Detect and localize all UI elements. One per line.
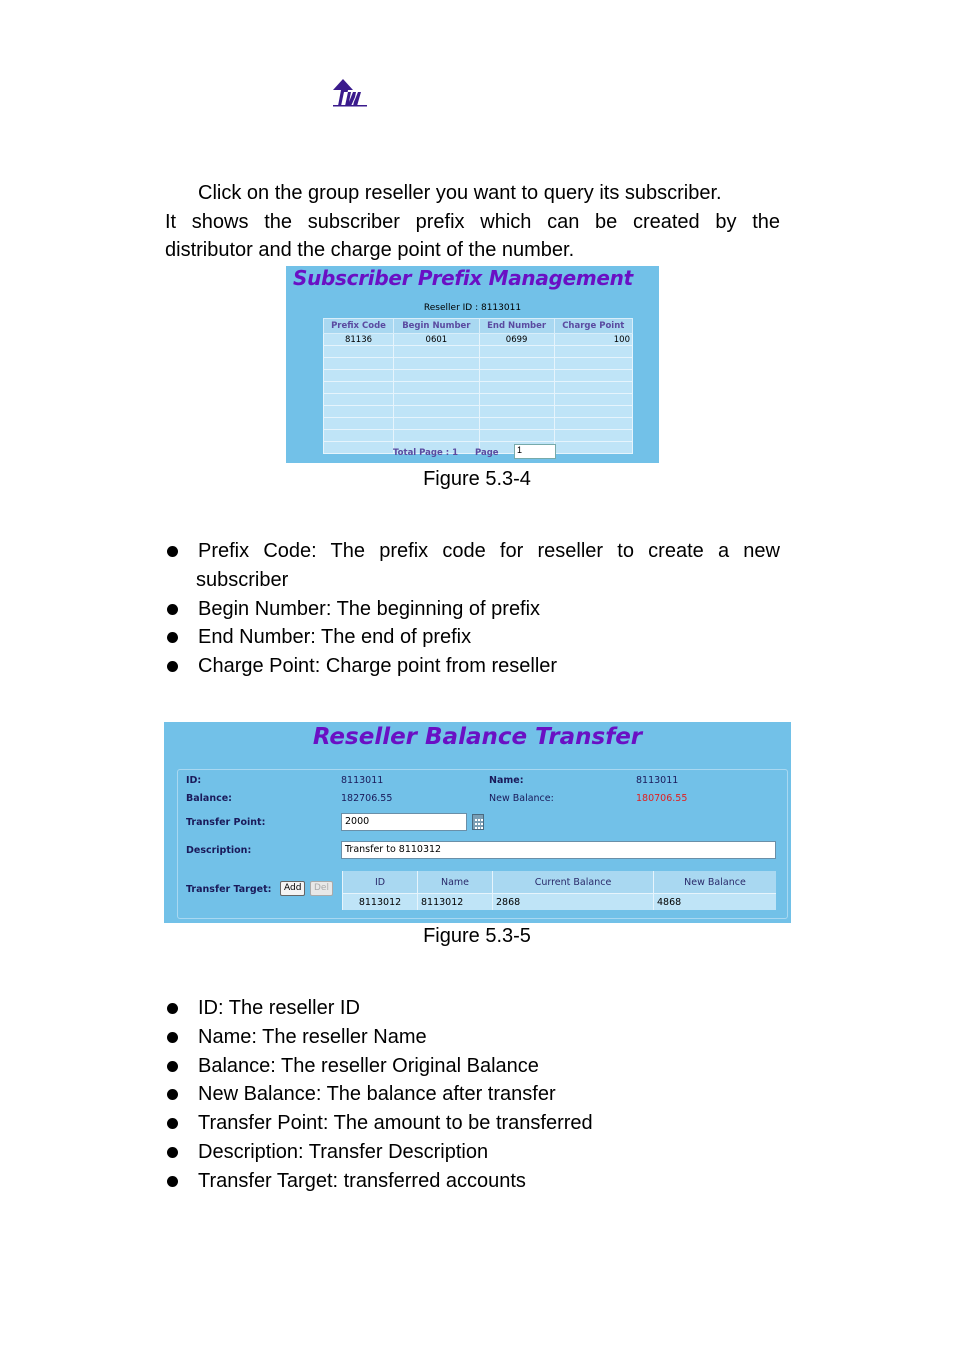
bullet-icon <box>167 661 178 672</box>
list-item-text: Balance: The reseller Original Balance <box>198 1054 539 1077</box>
list-item-text: Transfer Point: The amount to be transferred <box>198 1112 593 1135</box>
list-item-text: Transfer Target: transferred accounts <box>198 1169 526 1192</box>
transfer-target-table <box>342 871 776 910</box>
del-button[interactable]: Del <box>310 881 333 896</box>
list-item-text: Prefix Code: The prefix code for reseller to create a new <box>198 540 780 562</box>
list-item <box>165 1138 780 1167</box>
list-item-text: Charge Point: Charge point from reseller <box>198 655 558 678</box>
list-item-text: ID: The reseller ID <box>198 997 360 1019</box>
bullet-icon <box>167 632 178 643</box>
bullet-icon <box>167 1147 178 1158</box>
col-end-number[interactable]: End Number <box>479 319 554 334</box>
bullet-icon <box>167 1061 178 1072</box>
table-row[interactable] <box>324 334 633 346</box>
subscriber-prefix-screenshot <box>286 266 659 463</box>
name-label: Name: <box>489 775 524 786</box>
list-item <box>165 537 780 566</box>
table-row <box>324 430 633 442</box>
id-label: ID: <box>186 775 202 786</box>
figure-title: Subscriber Prefix Management <box>293 266 633 290</box>
list-item-text: Description: Transfer Description <box>198 1140 489 1163</box>
list-item <box>165 1109 780 1138</box>
list-item <box>165 1052 780 1081</box>
list-item-text: Name: The reseller Name <box>198 1025 427 1048</box>
list-item <box>165 595 780 624</box>
reseller-id: Reseller ID : 8113011 <box>423 303 522 313</box>
prefix-field-list <box>165 537 780 681</box>
bullet-icon <box>167 1118 178 1129</box>
total-page: Total Page : 1 <box>393 448 458 458</box>
cell-charge-point: 100 <box>554 334 633 346</box>
intro-line: Click on the group reseller you want to query its subscriber. <box>198 182 722 204</box>
prefix-table <box>323 318 633 454</box>
intro-line: It shows the subscriber prefix which can be created by the <box>165 210 780 233</box>
list-item <box>165 652 780 681</box>
col-charge-point[interactable]: Charge Point <box>554 319 633 334</box>
list-item-text: New Balance: The balance after transfer <box>198 1083 556 1106</box>
page-label: Page <box>474 448 499 458</box>
balance-transfer-screenshot <box>164 722 791 923</box>
cell-new-balance: 4868 <box>654 894 777 911</box>
list-item <box>165 1023 780 1052</box>
list-item <box>165 566 780 595</box>
description-input[interactable]: Transfer to 8110312 <box>341 841 776 859</box>
col-prefix-code[interactable]: Prefix Code <box>324 319 394 334</box>
table-row[interactable] <box>343 894 777 911</box>
transfer-target-label: Transfer Target: <box>186 884 272 895</box>
list-item-text: subscriber <box>196 568 289 591</box>
intro-paragraph <box>165 179 780 265</box>
col-begin-number[interactable]: Begin Number <box>393 319 479 334</box>
table-row <box>324 394 633 406</box>
table-row <box>324 382 633 394</box>
cell-id: 8113012 <box>343 894 418 911</box>
col-new-balance[interactable]: New Balance <box>654 871 777 894</box>
col-id[interactable]: ID <box>343 871 418 894</box>
bullet-icon <box>167 1176 178 1187</box>
transfer-field-list <box>165 994 780 1196</box>
balance-label: Balance: <box>186 793 232 804</box>
col-current-balance[interactable]: Current Balance <box>493 871 654 894</box>
new-balance-label: New Balance: <box>489 793 554 804</box>
new-balance-value: 180706.55 <box>636 793 688 804</box>
list-item <box>165 623 780 652</box>
id-value: 8113011 <box>341 775 384 786</box>
transfer-point-label: Transfer Point: <box>186 817 266 828</box>
col-name[interactable]: Name <box>418 871 493 894</box>
list-item-text: End Number: The end of prefix <box>198 626 472 649</box>
list-item-text: Begin Number: The beginning of prefix <box>198 597 541 620</box>
figure-title: Reseller Balance Transfer <box>312 724 643 750</box>
transfer-point-input[interactable]: 2000 <box>341 813 467 831</box>
description-label: Description: <box>186 845 252 856</box>
cell-end-number: 0699 <box>479 334 554 346</box>
cell-current-balance: 2868 <box>493 894 654 911</box>
figure-caption: Figure 5.3-5 <box>423 925 531 947</box>
balance-value: 182706.55 <box>341 793 393 804</box>
name-value: 8113011 <box>636 775 679 786</box>
list-item <box>165 994 780 1023</box>
add-button[interactable]: Add <box>280 881 305 896</box>
table-row <box>324 358 633 370</box>
bullet-icon <box>167 1003 178 1014</box>
pager <box>393 448 499 458</box>
table-row <box>324 346 633 358</box>
page-input[interactable]: 1 <box>514 444 556 459</box>
table-row <box>324 406 633 418</box>
table-row <box>324 418 633 430</box>
bullet-icon <box>167 604 178 615</box>
table-row <box>324 370 633 382</box>
bullet-icon <box>167 1032 178 1043</box>
company-logo <box>331 78 367 108</box>
bullet-icon <box>167 546 178 557</box>
list-item <box>165 1080 780 1109</box>
calculator-icon[interactable] <box>472 814 484 830</box>
cell-prefix-code: 81136 <box>324 334 394 346</box>
cell-name: 8113012 <box>418 894 493 911</box>
list-item <box>165 1167 780 1196</box>
cell-begin-number: 0601 <box>393 334 479 346</box>
bullet-icon <box>167 1089 178 1100</box>
figure-caption: Figure 5.3-4 <box>423 468 531 490</box>
intro-line: distributor and the charge point of the number. <box>165 239 575 261</box>
